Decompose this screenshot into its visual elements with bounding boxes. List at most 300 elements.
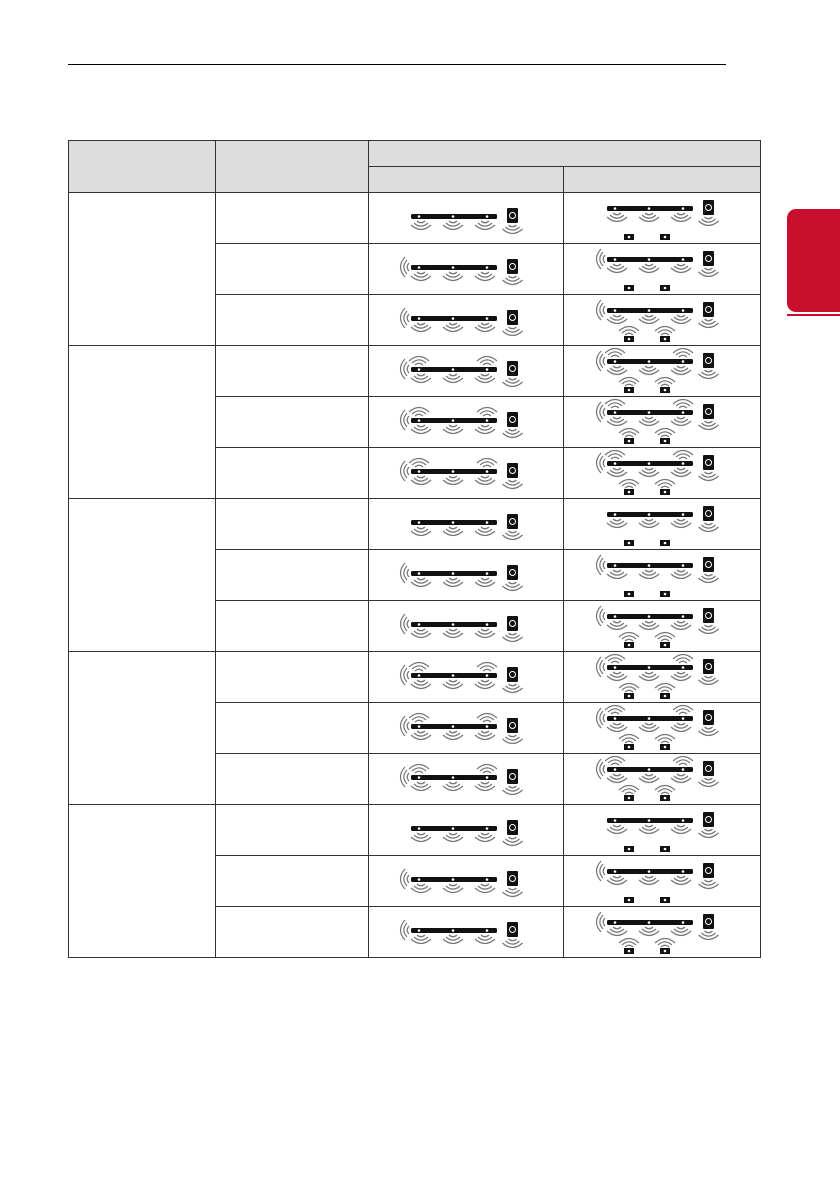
driver-dot: [418, 929, 421, 932]
front-wave-icon: [481, 476, 489, 478]
front-wave-icon: [642, 419, 656, 422]
sub-wave-icon: [705, 472, 713, 474]
side-wave-icon: [600, 711, 603, 725]
front-wave-icon: [478, 784, 492, 787]
sub-wave-icon: [705, 523, 713, 525]
diagram-cell-a: [369, 499, 564, 550]
side-wave-icon: [407, 314, 409, 322]
driver-dot: [418, 419, 421, 422]
diagram-cell-a: [369, 703, 564, 754]
row-label: [216, 601, 369, 652]
top-wave-icon: [676, 760, 690, 763]
driver-dot: [682, 513, 685, 516]
subwoofer-icon: [507, 565, 518, 580]
front-wave-icon: [446, 376, 460, 379]
diagram-cell-b: [564, 601, 761, 652]
top-wave-icon: [415, 669, 423, 671]
front-wave-icon: [645, 774, 653, 776]
front-wave-icon: [645, 264, 653, 266]
front-wave-icon: [446, 733, 460, 736]
sub-wave-icon: [509, 480, 517, 482]
front-wave-icon: [446, 478, 460, 481]
front-wave-icon: [642, 623, 656, 626]
front-wave-icon: [674, 827, 688, 830]
front-wave-icon: [446, 937, 460, 940]
rear-speaker-dot: [664, 593, 667, 596]
group-label: [69, 193, 216, 346]
front-wave-icon: [414, 580, 428, 583]
diagram-cell-b: [564, 397, 761, 448]
front-wave-icon: [481, 782, 489, 784]
diagram-cell-a: [369, 448, 564, 499]
driver-dot: [452, 215, 455, 218]
side-wave-icon: [603, 765, 605, 773]
front-wave-icon: [449, 782, 457, 784]
rear-wave-icon: [661, 639, 669, 641]
rear-wave-icon: [658, 330, 672, 333]
front-wave-icon: [613, 774, 621, 776]
driver-dot: [682, 462, 685, 465]
driver-dot: [452, 521, 455, 524]
driver-dot: [614, 258, 617, 261]
top-wave-icon: [412, 411, 426, 414]
side-wave-icon: [404, 923, 407, 937]
sub-wave-icon: [506, 686, 520, 689]
rear-wave-icon: [661, 945, 669, 947]
row-label: [216, 652, 369, 703]
front-wave-icon: [446, 325, 460, 328]
front-wave-icon: [645, 876, 653, 878]
front-wave-icon: [417, 782, 425, 784]
subwoofer-icon: [507, 514, 518, 529]
driver-dot: [614, 921, 617, 924]
driver-dot: [418, 776, 421, 779]
rear-speaker-dot: [628, 389, 631, 392]
sub-wave-icon: [702, 525, 716, 528]
rear-wave-icon: [658, 942, 672, 945]
driver-dot: [648, 360, 651, 363]
sub-wave-icon: [705, 370, 713, 372]
sub-wave-icon: [702, 321, 716, 324]
front-wave-icon: [446, 223, 460, 226]
driver-dot: [614, 768, 617, 771]
sub-wave-icon: [702, 423, 716, 426]
driver-dot: [614, 309, 617, 312]
front-wave-icon: [645, 723, 653, 725]
soundbar-diagram: [391, 504, 541, 544]
rear-wave-icon: [658, 789, 672, 792]
sub-wave-icon: [509, 684, 517, 686]
front-wave-icon: [645, 417, 653, 419]
front-wave-icon: [446, 682, 460, 685]
sub-wave-icon: [506, 482, 520, 485]
front-wave-icon: [414, 223, 428, 226]
soundbar-diagram: [587, 704, 737, 752]
rear-wave-icon: [625, 639, 633, 641]
diagram-cell-a: [369, 754, 564, 805]
side-wave-icon: [600, 405, 603, 419]
soundbar-diagram: [587, 755, 737, 803]
driver-dot: [418, 725, 421, 728]
front-wave-icon: [481, 374, 489, 376]
header-col2: [216, 141, 369, 193]
side-wave-icon: [407, 416, 409, 424]
front-wave-icon: [645, 570, 653, 572]
rear-speaker-dot: [664, 797, 667, 800]
driver-dot: [452, 878, 455, 881]
sub-wave-icon: [702, 780, 716, 783]
driver-dot: [614, 462, 617, 465]
top-wave-icon: [611, 712, 619, 714]
rear-wave-icon: [622, 789, 636, 792]
subwoofer-icon: [507, 769, 518, 784]
front-wave-icon: [449, 323, 457, 325]
subwoofer-icon: [507, 871, 518, 886]
driver-dot: [682, 207, 685, 210]
soundbar-diagram: [391, 810, 541, 850]
driver-dot: [614, 870, 617, 873]
rear-wave-icon: [622, 432, 636, 435]
top-wave-icon: [611, 763, 619, 765]
driver-dot: [486, 317, 489, 320]
driver-dot: [452, 419, 455, 422]
top-wave-icon: [611, 661, 619, 663]
sub-wave-icon: [506, 227, 520, 230]
front-wave-icon: [481, 425, 489, 427]
front-wave-icon: [677, 876, 685, 878]
front-wave-icon: [449, 527, 457, 529]
front-wave-icon: [414, 376, 428, 379]
front-wave-icon: [446, 274, 460, 277]
front-wave-icon: [642, 521, 656, 524]
front-wave-icon: [478, 223, 492, 226]
driver-dot: [682, 258, 685, 261]
soundbar-diagram: [587, 653, 737, 701]
front-wave-icon: [414, 631, 428, 634]
front-wave-icon: [478, 835, 492, 838]
row-label: [216, 550, 369, 601]
subwoofer-icon: [507, 616, 518, 631]
rear-speaker-dot: [628, 644, 631, 647]
subwoofer-icon: [703, 710, 714, 725]
row-label: [216, 244, 369, 295]
front-wave-icon: [414, 274, 428, 277]
rear-wave-icon: [622, 687, 636, 690]
side-wave-icon: [407, 926, 409, 934]
rear-wave-icon: [661, 486, 669, 488]
soundbar-diagram: [391, 759, 541, 799]
rear-wave-icon: [661, 333, 669, 335]
driver-dot: [648, 411, 651, 414]
front-wave-icon: [674, 878, 688, 881]
subwoofer-icon: [703, 404, 714, 419]
driver-dot: [452, 674, 455, 677]
front-wave-icon: [674, 572, 688, 575]
front-wave-icon: [674, 419, 688, 422]
sub-wave-icon: [705, 574, 713, 576]
soundbar-diagram: [391, 861, 541, 901]
top-wave-icon: [412, 666, 426, 669]
front-wave-icon: [610, 776, 624, 779]
rear-wave-icon: [625, 435, 633, 437]
subwoofer-icon: [507, 208, 518, 223]
front-wave-icon: [417, 833, 425, 835]
header-sub2: [564, 167, 761, 193]
sub-wave-icon: [702, 729, 716, 732]
rear-wave-icon: [658, 483, 672, 486]
top-wave-icon: [415, 771, 423, 773]
front-wave-icon: [677, 519, 685, 521]
front-wave-icon: [610, 266, 624, 269]
driver-dot: [486, 215, 489, 218]
sub-wave-icon: [705, 829, 713, 831]
side-wave-icon: [603, 561, 605, 569]
front-wave-icon: [613, 468, 621, 470]
diagram-cell-b: [564, 550, 761, 601]
rear-speaker-dot: [664, 287, 667, 290]
subwoofer-icon: [703, 506, 714, 521]
front-wave-icon: [642, 215, 656, 218]
front-wave-icon: [446, 427, 460, 430]
subwoofer-icon: [703, 302, 714, 317]
top-wave-icon: [679, 661, 687, 663]
front-wave-icon: [414, 784, 428, 787]
diagram-cell-b: [564, 448, 761, 499]
side-wave-icon: [404, 617, 407, 631]
soundbar-diagram: [391, 708, 541, 748]
sub-wave-icon: [509, 429, 517, 431]
row-label: [216, 295, 369, 346]
rear-speaker-dot: [628, 287, 631, 290]
sub-wave-icon: [506, 380, 520, 383]
diagram-cell-a: [369, 856, 564, 907]
rear-speaker-dot: [628, 899, 631, 902]
top-wave-icon: [412, 768, 426, 771]
soundbar-diagram: [391, 453, 541, 493]
sub-wave-icon: [702, 219, 716, 222]
subwoofer-icon: [703, 455, 714, 470]
front-wave-icon: [449, 680, 457, 682]
driver-dot: [486, 725, 489, 728]
sub-wave-icon: [509, 531, 517, 533]
diagram-cell-a: [369, 907, 564, 958]
subwoofer-icon: [703, 251, 714, 266]
top-wave-icon: [679, 763, 687, 765]
top-wave-icon: [611, 355, 619, 357]
front-wave-icon: [613, 825, 621, 827]
rear-wave-icon: [622, 636, 636, 639]
front-wave-icon: [478, 937, 492, 940]
side-wave-icon: [404, 668, 407, 682]
front-wave-icon: [417, 221, 425, 223]
top-wave-icon: [412, 462, 426, 465]
driver-dot: [486, 419, 489, 422]
side-wave-icon: [404, 362, 407, 376]
front-wave-icon: [414, 886, 428, 889]
top-wave-icon: [608, 352, 622, 355]
side-wave-icon: [404, 719, 407, 733]
soundbar-diagram: [587, 194, 737, 242]
driver-dot: [418, 368, 421, 371]
soundbar-diagram: [587, 398, 737, 446]
soundbar-diagram: [391, 249, 541, 289]
front-wave-icon: [613, 927, 621, 929]
front-wave-icon: [674, 623, 688, 626]
front-wave-icon: [610, 674, 624, 677]
diagram-cell-a: [369, 244, 564, 295]
top-wave-icon: [679, 406, 687, 408]
front-wave-icon: [642, 266, 656, 269]
chapter-tab: [787, 209, 840, 312]
rear-speaker-dot: [664, 236, 667, 239]
front-wave-icon: [674, 725, 688, 728]
driver-dot: [486, 266, 489, 269]
front-wave-icon: [677, 927, 685, 929]
front-wave-icon: [610, 572, 624, 575]
top-wave-icon: [483, 363, 491, 365]
driver-dot: [648, 921, 651, 924]
top-wave-icon: [412, 717, 426, 720]
header-sub1: [369, 167, 564, 193]
front-wave-icon: [674, 674, 688, 677]
front-wave-icon: [613, 876, 621, 878]
front-wave-icon: [642, 470, 656, 473]
driver-dot: [648, 513, 651, 516]
front-wave-icon: [674, 776, 688, 779]
top-wave-icon: [483, 771, 491, 773]
row-label: [216, 193, 369, 244]
rear-speaker-dot: [664, 848, 667, 851]
front-wave-icon: [645, 468, 653, 470]
front-wave-icon: [613, 417, 621, 419]
front-wave-icon: [613, 723, 621, 725]
driver-dot: [648, 207, 651, 210]
diagram-cell-b: [564, 754, 761, 805]
diagram-cell-b: [564, 907, 761, 958]
driver-dot: [648, 819, 651, 822]
front-wave-icon: [481, 935, 489, 937]
front-wave-icon: [613, 366, 621, 368]
front-wave-icon: [414, 937, 428, 940]
side-wave-icon: [404, 260, 407, 274]
front-wave-icon: [478, 478, 492, 481]
driver-dot: [452, 470, 455, 473]
rear-wave-icon: [661, 435, 669, 437]
rear-wave-icon: [625, 792, 633, 794]
front-wave-icon: [414, 835, 428, 838]
front-wave-icon: [677, 825, 685, 827]
soundbar-diagram: [587, 551, 737, 599]
sub-wave-icon: [506, 788, 520, 791]
side-wave-icon: [603, 459, 605, 467]
side-wave-icon: [407, 569, 409, 577]
front-wave-icon: [642, 878, 656, 881]
front-wave-icon: [642, 317, 656, 320]
row-label: [216, 754, 369, 805]
driver-dot: [614, 513, 617, 516]
front-wave-icon: [613, 621, 621, 623]
soundbar-diagram: [587, 347, 737, 395]
sub-wave-icon: [702, 474, 716, 477]
sub-wave-icon: [702, 372, 716, 375]
driver-dot: [452, 776, 455, 779]
soundbar-diagram: [391, 198, 541, 238]
side-wave-icon: [600, 609, 603, 623]
top-wave-icon: [611, 406, 619, 408]
sub-wave-icon: [506, 584, 520, 587]
top-wave-icon: [480, 360, 494, 363]
front-wave-icon: [449, 272, 457, 274]
rear-wave-icon: [658, 738, 672, 741]
rear-wave-icon: [658, 636, 672, 639]
subwoofer-icon: [507, 259, 518, 274]
sub-wave-icon: [509, 786, 517, 788]
sub-wave-icon: [705, 778, 713, 780]
table-row: [69, 499, 761, 550]
subwoofer-icon: [703, 863, 714, 878]
front-wave-icon: [613, 570, 621, 572]
front-wave-icon: [481, 578, 489, 580]
front-wave-icon: [677, 366, 685, 368]
front-wave-icon: [674, 368, 688, 371]
driver-dot: [486, 368, 489, 371]
sub-wave-icon: [509, 225, 517, 227]
driver-dot: [418, 470, 421, 473]
side-wave-icon: [603, 357, 605, 365]
front-wave-icon: [677, 264, 685, 266]
rear-wave-icon: [622, 483, 636, 486]
sub-wave-icon: [705, 880, 713, 882]
driver-dot: [682, 564, 685, 567]
driver-dot: [452, 929, 455, 932]
front-wave-icon: [642, 929, 656, 932]
diagram-cell-b: [564, 244, 761, 295]
diagram-cell-a: [369, 193, 564, 244]
sub-wave-icon: [506, 329, 520, 332]
side-wave-icon: [404, 464, 407, 478]
sub-wave-icon: [705, 319, 713, 321]
side-wave-icon: [600, 915, 603, 929]
header-rule: [68, 64, 726, 65]
sub-wave-icon: [506, 890, 520, 893]
soundbar-diagram: [587, 449, 737, 497]
driver-dot: [452, 725, 455, 728]
top-wave-icon: [608, 403, 622, 406]
sub-wave-icon: [702, 576, 716, 579]
front-wave-icon: [449, 935, 457, 937]
rear-speaker-dot: [664, 440, 667, 443]
front-wave-icon: [449, 476, 457, 478]
top-wave-icon: [608, 658, 622, 661]
soundbar-diagram: [391, 912, 541, 952]
front-wave-icon: [446, 886, 460, 889]
front-wave-icon: [478, 427, 492, 430]
subwoofer-icon: [703, 761, 714, 776]
front-wave-icon: [449, 374, 457, 376]
subwoofer-icon: [703, 914, 714, 929]
soundbar-diagram: [391, 402, 541, 442]
row-label: [216, 907, 369, 958]
front-wave-icon: [417, 578, 425, 580]
front-wave-icon: [645, 672, 653, 674]
side-wave-icon: [603, 867, 605, 875]
front-wave-icon: [613, 264, 621, 266]
driver-dot: [648, 768, 651, 771]
rear-wave-icon: [625, 741, 633, 743]
subwoofer-icon: [507, 718, 518, 733]
row-label: [216, 499, 369, 550]
front-wave-icon: [414, 682, 428, 685]
